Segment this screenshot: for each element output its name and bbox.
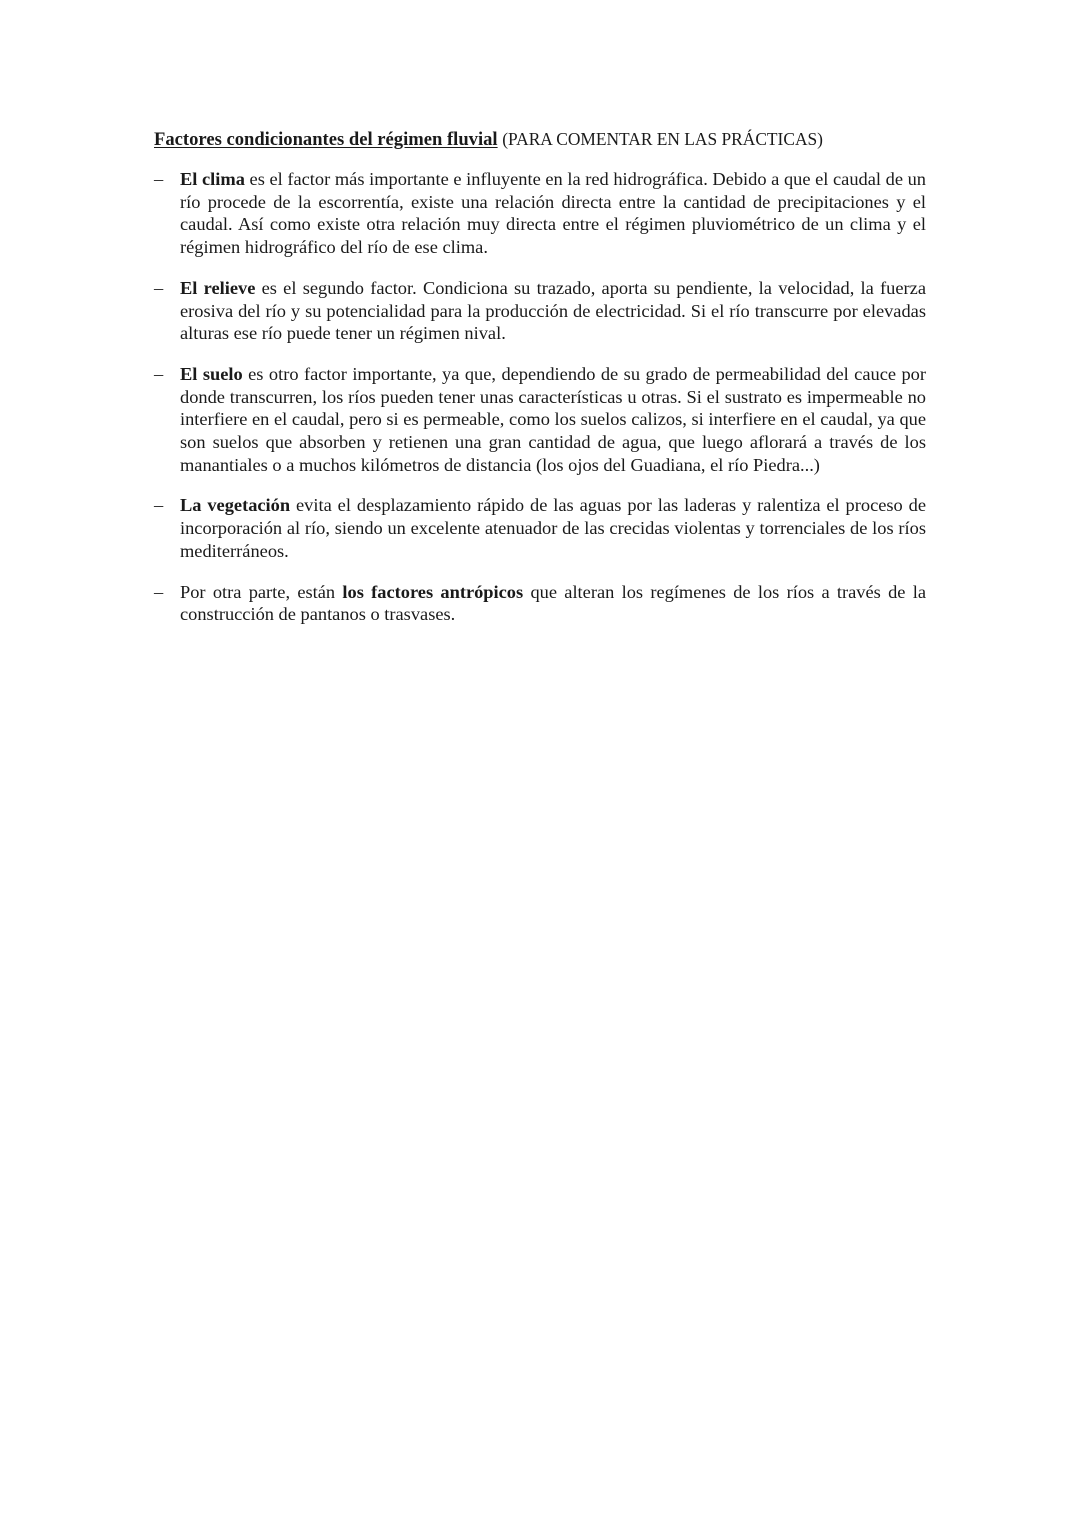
- list-item-relieve: [154, 277, 926, 345]
- item-bold-term: El clima: [180, 169, 245, 189]
- list-item-clima: [154, 168, 926, 259]
- item-text: es el factor más importante e influyente en la red hidrográfica. Debido a que el caudal de un río procede de la escorrentía, existe una relación directa entre la cantidad de precipitaciones y el caudal. Así como existe otra relación muy directa entre el régimen pluviométrico de un clima y el régimen hidrográfico del río de ese clima.: [180, 169, 926, 258]
- item-text: es otro factor importante, ya que, dependiendo de su grado de permeabilidad del cauce por donde transcurren, los ríos pueden tener unas características u otras. Si el sustrato es impermeable no interfiere en el caudal, pero si es permeable, como los suelos calizos, si interfiere en el caudal, ya que son suelos que absorben y retienen una gran cantidad de agua, que luego aflorará a través de los manantiales o a muchos kilómetros de distancia (los ojos del Guadiana, el río Piedra...): [180, 363, 926, 475]
- item-bold-term: El suelo: [180, 363, 243, 384]
- item-bold-term: los factores antrópicos: [342, 581, 524, 602]
- list-item-antropicos: [154, 581, 926, 626]
- list-item-suelo: [154, 363, 926, 477]
- dash-bullet: –: [154, 169, 164, 189]
- item-text: evita el desplazamiento rápido de las aguas por las laderas y ralentiza el proceso de incorporación al río, siendo un excelente atenuador de las crecidas violentas y torrenciales de los ríos mediterráneos.: [180, 495, 927, 561]
- dash-bullet: –: [154, 581, 164, 602]
- item-bold-term: La vegetación: [180, 495, 291, 516]
- list-item-vegetacion: [154, 494, 926, 562]
- dash-bullet: –: [154, 277, 164, 298]
- heading-title: Factores condicionantes del régimen fluvial: [154, 129, 498, 150]
- heading-note: (PARA COMENTAR EN LAS PRÁCTICAS): [502, 129, 823, 149]
- dash-bullet: –: [154, 363, 164, 384]
- section-heading: [154, 127, 926, 152]
- document-page: [154, 127, 926, 644]
- factor-list: [154, 168, 926, 626]
- dash-bullet: –: [154, 495, 164, 516]
- item-text: es el segundo factor. Condiciona su trazado, aporta su pendiente, la velocidad, la fuerza erosiva del río y su potencialidad para la producción de electricidad. Si el río transcurre por elevadas alturas ese río puede tener un régimen nival.: [180, 277, 926, 344]
- item-bold-term: El relieve: [180, 277, 256, 298]
- item-pre-text: Por otra parte, están: [180, 581, 343, 602]
- item-text: que alteran los regímenes de los ríos a través de la construcción de pantanos o trasvases.: [180, 581, 927, 625]
